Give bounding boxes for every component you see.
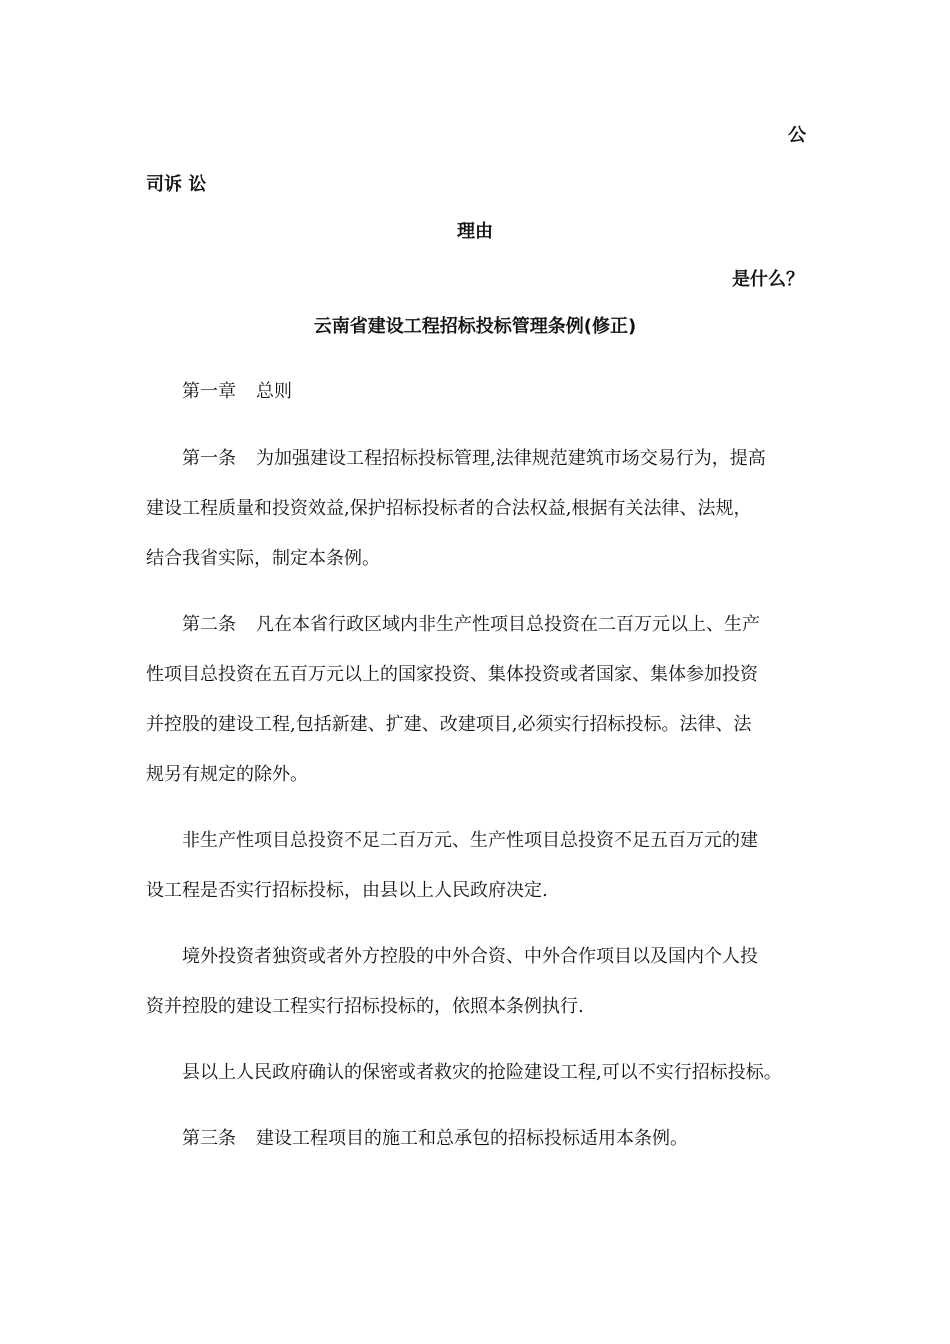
chapter-heading	[182, 380, 292, 404]
header-fragment-4: 是什么？	[732, 269, 804, 290]
article-1-line-1	[182, 447, 766, 471]
article-2-text-1: 凡在本省行政区域内非生产性项目总投资在二百万元以上、生产	[256, 614, 760, 635]
document-title: 云南省建设工程招标投标管理条例(修正)	[313, 316, 637, 337]
paragraph-nonproductive-line-2: 设工程是否实行招标投标，由县以上人民政府决定.	[146, 880, 548, 901]
article-2-line-1	[182, 613, 760, 637]
paragraph-foreign-line-1: 境外投资者独资或者外方控股的中外合资、中外合作项目以及国内个人投	[182, 946, 758, 967]
header-fragment-2: 司诉 讼	[146, 174, 207, 195]
article-2-line-4: 规另有规定的除外。	[146, 764, 308, 785]
article-1-line-3: 结合我省实际，制定本条例。	[146, 548, 380, 569]
header-fragment-1: 公	[788, 125, 806, 146]
article-2-line-2: 性项目总投资在五百万元以上的国家投资、集体投资或者国家、集体参加投资	[146, 664, 758, 685]
paragraph-foreign-line-2: 资并控股的建设工程实行招标投标的，依照本条例执行.	[146, 996, 584, 1017]
header-fragment-3: 理由	[457, 221, 493, 242]
article-3-label: 第三条	[182, 1128, 236, 1149]
article-1-label: 第一条	[182, 448, 236, 469]
article-1-text-1: 为加强建设工程招标投标管理,法律规范建筑市场交易行为，提高	[256, 448, 766, 469]
article-1-line-2: 建设工程质量和投资效益,保护招标投标者的合法权益,根据有关法律、法规，	[146, 498, 752, 519]
chapter-name: 总则	[256, 381, 292, 402]
article-2-line-3: 并控股的建设工程,包括新建、扩建、改建项目,必须实行招标投标。法律、法	[146, 714, 752, 735]
paragraph-nonproductive-line-1: 非生产性项目总投资不足二百万元、生产性项目总投资不足五百万元的建	[182, 830, 758, 851]
article-3-text: 建设工程项目的施工和总承包的招标投标适用本条例。	[256, 1128, 688, 1149]
article-2-label: 第二条	[182, 614, 236, 635]
paragraph-secret-line-1: 县以上人民政府确认的保密或者救灾的抢险建设工程,可以不实行招标投标。	[182, 1062, 782, 1083]
article-3-line-1	[182, 1127, 688, 1151]
chapter-label: 第一章	[182, 381, 236, 402]
